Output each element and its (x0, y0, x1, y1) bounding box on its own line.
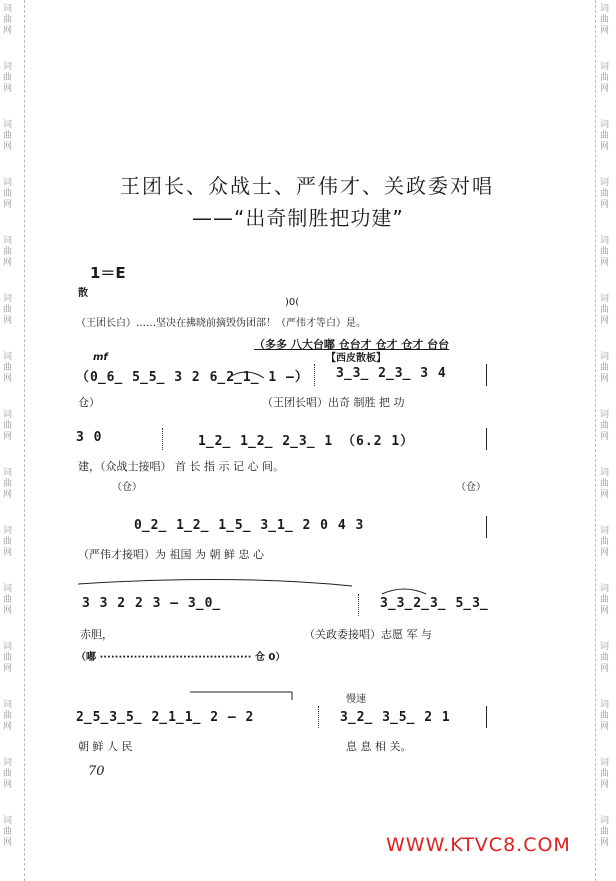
watermark-chars: 词 曲 网 (600, 526, 610, 558)
watermark-chars: 词 曲 网 (3, 584, 13, 616)
watermark-chars: 词 曲 网 (600, 62, 610, 94)
watermark-chars: 词 曲 网 (600, 584, 610, 616)
lyric-5b: 息 息 相 关。 (346, 740, 412, 753)
watermark-chars: 词 曲 网 (3, 294, 13, 326)
tempo-mark: 散 (78, 288, 88, 299)
watermark-chars: 词 曲 网 (3, 120, 13, 152)
watermark-chars: 词 曲 网 (600, 816, 610, 848)
watermark-chars: 词 曲 网 (600, 4, 610, 36)
lyric-4b: （关政委接唱）志愿 军 与 (304, 628, 432, 641)
watermark-chars: 词 曲 网 (3, 236, 13, 268)
lyric-4a: 赤胆， (80, 628, 113, 641)
page-title: 王团长、众战士、严伟才、关政委对唱 (120, 174, 494, 198)
watermark-chars: 词 曲 网 (600, 642, 610, 674)
watermark-chars: 词 曲 网 (3, 62, 13, 94)
page-number: 70 (88, 764, 105, 779)
watermark-chars: 词 曲 网 (600, 294, 610, 326)
section-label: 【西皮散板】 (326, 353, 386, 364)
intro-bracket: )0( (285, 297, 300, 308)
watermark-chars: 词 曲 网 (3, 468, 13, 500)
lyric-2: 建，（众战士接唱） 首 长 指 示 记 心 间。 (78, 460, 284, 473)
watermark-chars: 词 曲 网 (600, 120, 610, 152)
watermark-chars: 词 曲 网 (3, 816, 13, 848)
lyric-1b: （王团长唱）出奇 制胜 把 功 (262, 396, 405, 409)
notation-5a: 2̲5̲3̲5̲ 2̲1̲1̲ 2 — 2 (76, 710, 255, 725)
site-watermark: WWW.KTVC8.COM (386, 834, 571, 856)
notation-3: 0̲2̲ 1̲2̲ 1̲5̲ 3̲1̲ 2 0 4 3 (134, 518, 365, 533)
gong-2b: （仓） (456, 482, 486, 493)
lyric-5a: 朝 鲜 人 民 (78, 740, 133, 753)
notation-4a: 3 3 2 2 3 — 3̲0̲ (82, 596, 222, 611)
notation-2a: 3 0 (76, 430, 103, 445)
lyric-3: （严伟才接唱）为 祖国 为 朝 鲜 忠 心 (78, 548, 264, 561)
page-subtitle: ——“出奇制胜把功建” (192, 206, 404, 230)
watermark-chars: 词 曲 网 (600, 352, 610, 384)
key-signature: 1＝E (90, 264, 126, 282)
watermark-chars: 词 曲 网 (3, 410, 13, 442)
notation-2b: 1̲2̲ 1̲2̲ 2̲3̲ 1 （6.2 1） (198, 434, 415, 449)
spoken-line: （王团长白）……坚决在拂晓前摘毁伪团部！（严伟才等白）是。 (76, 318, 366, 329)
watermark-chars: 词 曲 网 (600, 236, 610, 268)
watermark-chars: 词 曲 网 (600, 410, 610, 442)
watermark-chars: 词 曲 网 (3, 758, 13, 790)
gong-4: （嘟 ········································ 仓 0） (76, 652, 286, 663)
watermark-chars: 词 曲 网 (600, 758, 610, 790)
watermark-chars: 词 曲 网 (600, 700, 610, 732)
watermark-chars: 词 曲 网 (3, 178, 13, 210)
notation-1b: 3̲3̲ 2̲3̲ 3 4 (336, 366, 447, 381)
watermark-chars: 词 曲 网 (3, 4, 13, 36)
watermark-chars: 词 曲 网 (3, 700, 13, 732)
notation-1a: （0̲6̲ 5̲5̲ 3 2 6̲2̲1̲ 1 —） (76, 370, 309, 385)
watermark-chars: 词 曲 网 (3, 352, 13, 384)
lyric-1a: 仓） (78, 396, 100, 409)
dynamic-mark: mf (93, 352, 108, 363)
notation-4b: 3̲3̲2̲3̲ 5̲3̲ (380, 596, 489, 611)
tempo-change: 慢速 (346, 694, 366, 705)
watermark-chars: 词 曲 网 (600, 178, 610, 210)
gong-2a: （仓） (112, 482, 142, 493)
watermark-chars: 词 曲 网 (3, 642, 13, 674)
intro-gong-pattern: （多多 八大台嘟 仓台才 仓才 仓才 台台 (254, 338, 450, 351)
watermark-chars: 词 曲 网 (600, 468, 610, 500)
notation-5b: 3̲2̲ 3̲5̲ 2 1 (340, 710, 451, 725)
watermark-chars: 词 曲 网 (3, 526, 13, 558)
